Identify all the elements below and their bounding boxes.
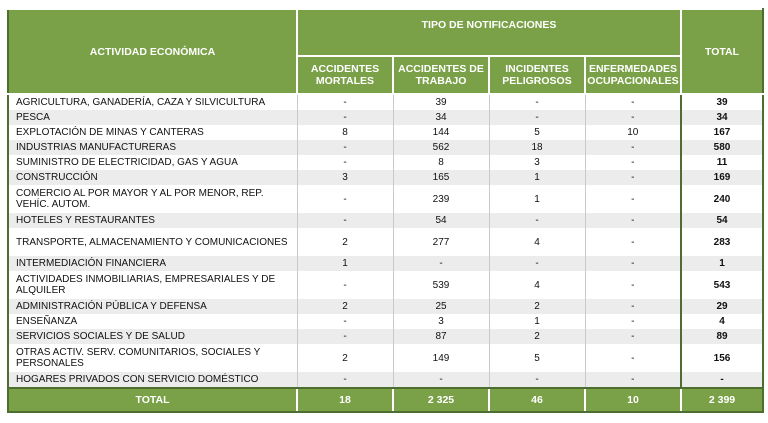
header-actividad: ACTIVIDAD ECONÓMICA — [8, 9, 297, 94]
cell-enfermedades: - — [585, 110, 681, 125]
cell-mortales: - — [297, 94, 393, 110]
cell-enfermedades: - — [585, 329, 681, 344]
total-row — [8, 388, 763, 412]
cell-incidentes: 1 — [489, 185, 585, 213]
cell-total: 1 — [681, 256, 763, 271]
cell-trabajo: 34 — [393, 110, 489, 125]
cell-enfermedades: - — [585, 271, 681, 299]
row-activity: SUMINISTRO DE ELECTRICIDAD, GAS Y AGUA — [8, 155, 297, 170]
total-label: TOTAL — [8, 388, 297, 412]
cell-enfermedades: - — [585, 155, 681, 170]
cell-trabajo: 562 — [393, 140, 489, 155]
table-row — [8, 256, 763, 271]
cell-total: 156 — [681, 344, 763, 372]
cell-enfermedades: - — [585, 170, 681, 185]
cell-trabajo: 149 — [393, 344, 489, 372]
cell-incidentes: 5 — [489, 125, 585, 140]
row-activity: HOTELES Y RESTAURANTES — [8, 213, 297, 228]
row-activity: COMERCIO AL POR MAYOR Y AL POR MENOR, REP. VEHÍC. AUTOM. — [8, 185, 297, 213]
table-row — [8, 140, 763, 155]
cell-enfermedades: - — [585, 185, 681, 213]
table-row — [8, 94, 763, 110]
table-row — [8, 314, 763, 329]
row-activity: EXPLOTACIÓN DE MINAS Y CANTERAS — [8, 125, 297, 140]
row-activity: AGRICULTURA, GANADERÍA, CAZA Y SILVICULTURA — [8, 94, 297, 110]
cell-trabajo: 3 — [393, 314, 489, 329]
cell-mortales: 8 — [297, 125, 393, 140]
cell-trabajo: 25 — [393, 299, 489, 314]
cell-trabajo: 144 — [393, 125, 489, 140]
cell-total: - — [681, 372, 763, 388]
header-incidentes-peligrosos: INCIDENTES PELIGROSOS — [489, 56, 585, 94]
cell-total: 4 — [681, 314, 763, 329]
cell-incidentes: - — [489, 110, 585, 125]
cell-total: 240 — [681, 185, 763, 213]
notifications-table-container — [7, 8, 762, 413]
cell-enfermedades: - — [585, 94, 681, 110]
cell-enfermedades: - — [585, 372, 681, 388]
table-row — [8, 125, 763, 140]
cell-enfermedades: - — [585, 314, 681, 329]
cell-mortales: 2 — [297, 344, 393, 372]
cell-total: 167 — [681, 125, 763, 140]
cell-mortales: - — [297, 110, 393, 125]
cell-trabajo: 165 — [393, 170, 489, 185]
cell-trabajo: 539 — [393, 271, 489, 299]
cell-incidentes: 1 — [489, 170, 585, 185]
cell-total: 34 — [681, 110, 763, 125]
row-activity: OTRAS ACTIV. SERV. COMUNITARIOS, SOCIALES Y PERSONALES — [8, 344, 297, 372]
row-activity: CONSTRUCCIÓN — [8, 170, 297, 185]
cell-incidentes: - — [489, 256, 585, 271]
cell-total: 169 — [681, 170, 763, 185]
cell-total: 283 — [681, 228, 763, 256]
cell-enfermedades: - — [585, 140, 681, 155]
cell-trabajo: 277 — [393, 228, 489, 256]
cell-enfermedades: 10 — [585, 125, 681, 140]
cell-incidentes: 2 — [489, 299, 585, 314]
cell-incidentes: - — [489, 372, 585, 388]
cell-mortales: - — [297, 140, 393, 155]
row-activity: HOGARES PRIVADOS CON SERVICIO DOMÉSTICO — [8, 372, 297, 388]
table-row — [8, 213, 763, 228]
cell-total: 543 — [681, 271, 763, 299]
table-row — [8, 228, 763, 256]
row-activity: SERVICIOS SOCIALES Y DE SALUD — [8, 329, 297, 344]
table-row — [8, 110, 763, 125]
cell-mortales: 1 — [297, 256, 393, 271]
table-row — [8, 185, 763, 213]
header-enfermedades-ocupacionales: ENFERMEDADES OCUPACIONALES — [585, 56, 681, 94]
cell-enfermedades: - — [585, 344, 681, 372]
cell-total: 580 — [681, 140, 763, 155]
table-row — [8, 299, 763, 314]
cell-trabajo: 239 — [393, 185, 489, 213]
cell-incidentes: 5 — [489, 344, 585, 372]
cell-enfermedades: - — [585, 299, 681, 314]
cell-trabajo: - — [393, 372, 489, 388]
row-activity: ENSEÑANZA — [8, 314, 297, 329]
header-accidentes-mortales: ACCIDENTES MORTALES — [297, 56, 393, 94]
cell-incidentes: 2 — [489, 329, 585, 344]
cell-total: 89 — [681, 329, 763, 344]
cell-mortales: - — [297, 185, 393, 213]
cell-trabajo: 8 — [393, 155, 489, 170]
cell-incidentes: 4 — [489, 228, 585, 256]
cell-incidentes: 3 — [489, 155, 585, 170]
cell-mortales: 2 — [297, 228, 393, 256]
table-row — [8, 155, 763, 170]
total-incidentes: 46 — [489, 388, 585, 412]
table-row — [8, 344, 763, 372]
cell-trabajo: 87 — [393, 329, 489, 344]
cell-mortales: - — [297, 271, 393, 299]
cell-total: 29 — [681, 299, 763, 314]
cell-enfermedades: - — [585, 213, 681, 228]
cell-enfermedades: - — [585, 228, 681, 256]
table-row — [8, 170, 763, 185]
notifications-table — [7, 8, 764, 413]
grand-total: 2 399 — [681, 388, 763, 412]
total-trabajo: 2 325 — [393, 388, 489, 412]
row-activity: TRANSPORTE, ALMACENAMIENTO Y COMUNICACIONES — [8, 228, 297, 256]
row-activity: ACTIVIDADES INMOBILIARIAS, EMPRESARIALES Y DE ALQUILER — [8, 271, 297, 299]
cell-incidentes: 1 — [489, 314, 585, 329]
cell-incidentes: - — [489, 213, 585, 228]
row-activity: INDUSTRIAS MANUFACTURERAS — [8, 140, 297, 155]
cell-mortales: 2 — [297, 299, 393, 314]
cell-total: 39 — [681, 94, 763, 110]
cell-incidentes: 18 — [489, 140, 585, 155]
header-total: TOTAL — [681, 9, 763, 94]
cell-mortales: - — [297, 329, 393, 344]
cell-mortales: - — [297, 372, 393, 388]
cell-trabajo: 54 — [393, 213, 489, 228]
cell-mortales: - — [297, 314, 393, 329]
table-row — [8, 372, 763, 388]
cell-total: 54 — [681, 213, 763, 228]
cell-mortales: - — [297, 213, 393, 228]
row-activity: INTERMEDIACIÓN FINANCIERA — [8, 256, 297, 271]
cell-incidentes: 4 — [489, 271, 585, 299]
header-accidentes-trabajo: ACCIDENTES DE TRABAJO — [393, 56, 489, 94]
cell-incidentes: - — [489, 94, 585, 110]
cell-mortales: - — [297, 155, 393, 170]
header-tipo-notificaciones: TIPO DE NOTIFICACIONES — [297, 9, 681, 56]
table-row — [8, 329, 763, 344]
cell-trabajo: 39 — [393, 94, 489, 110]
cell-enfermedades: - — [585, 256, 681, 271]
row-activity: ADMINISTRACIÓN PÚBLICA Y DEFENSA — [8, 299, 297, 314]
cell-total: 11 — [681, 155, 763, 170]
row-activity: PESCA — [8, 110, 297, 125]
total-enfermedades: 10 — [585, 388, 681, 412]
cell-mortales: 3 — [297, 170, 393, 185]
total-mortales: 18 — [297, 388, 393, 412]
table-row — [8, 271, 763, 299]
cell-trabajo: - — [393, 256, 489, 271]
